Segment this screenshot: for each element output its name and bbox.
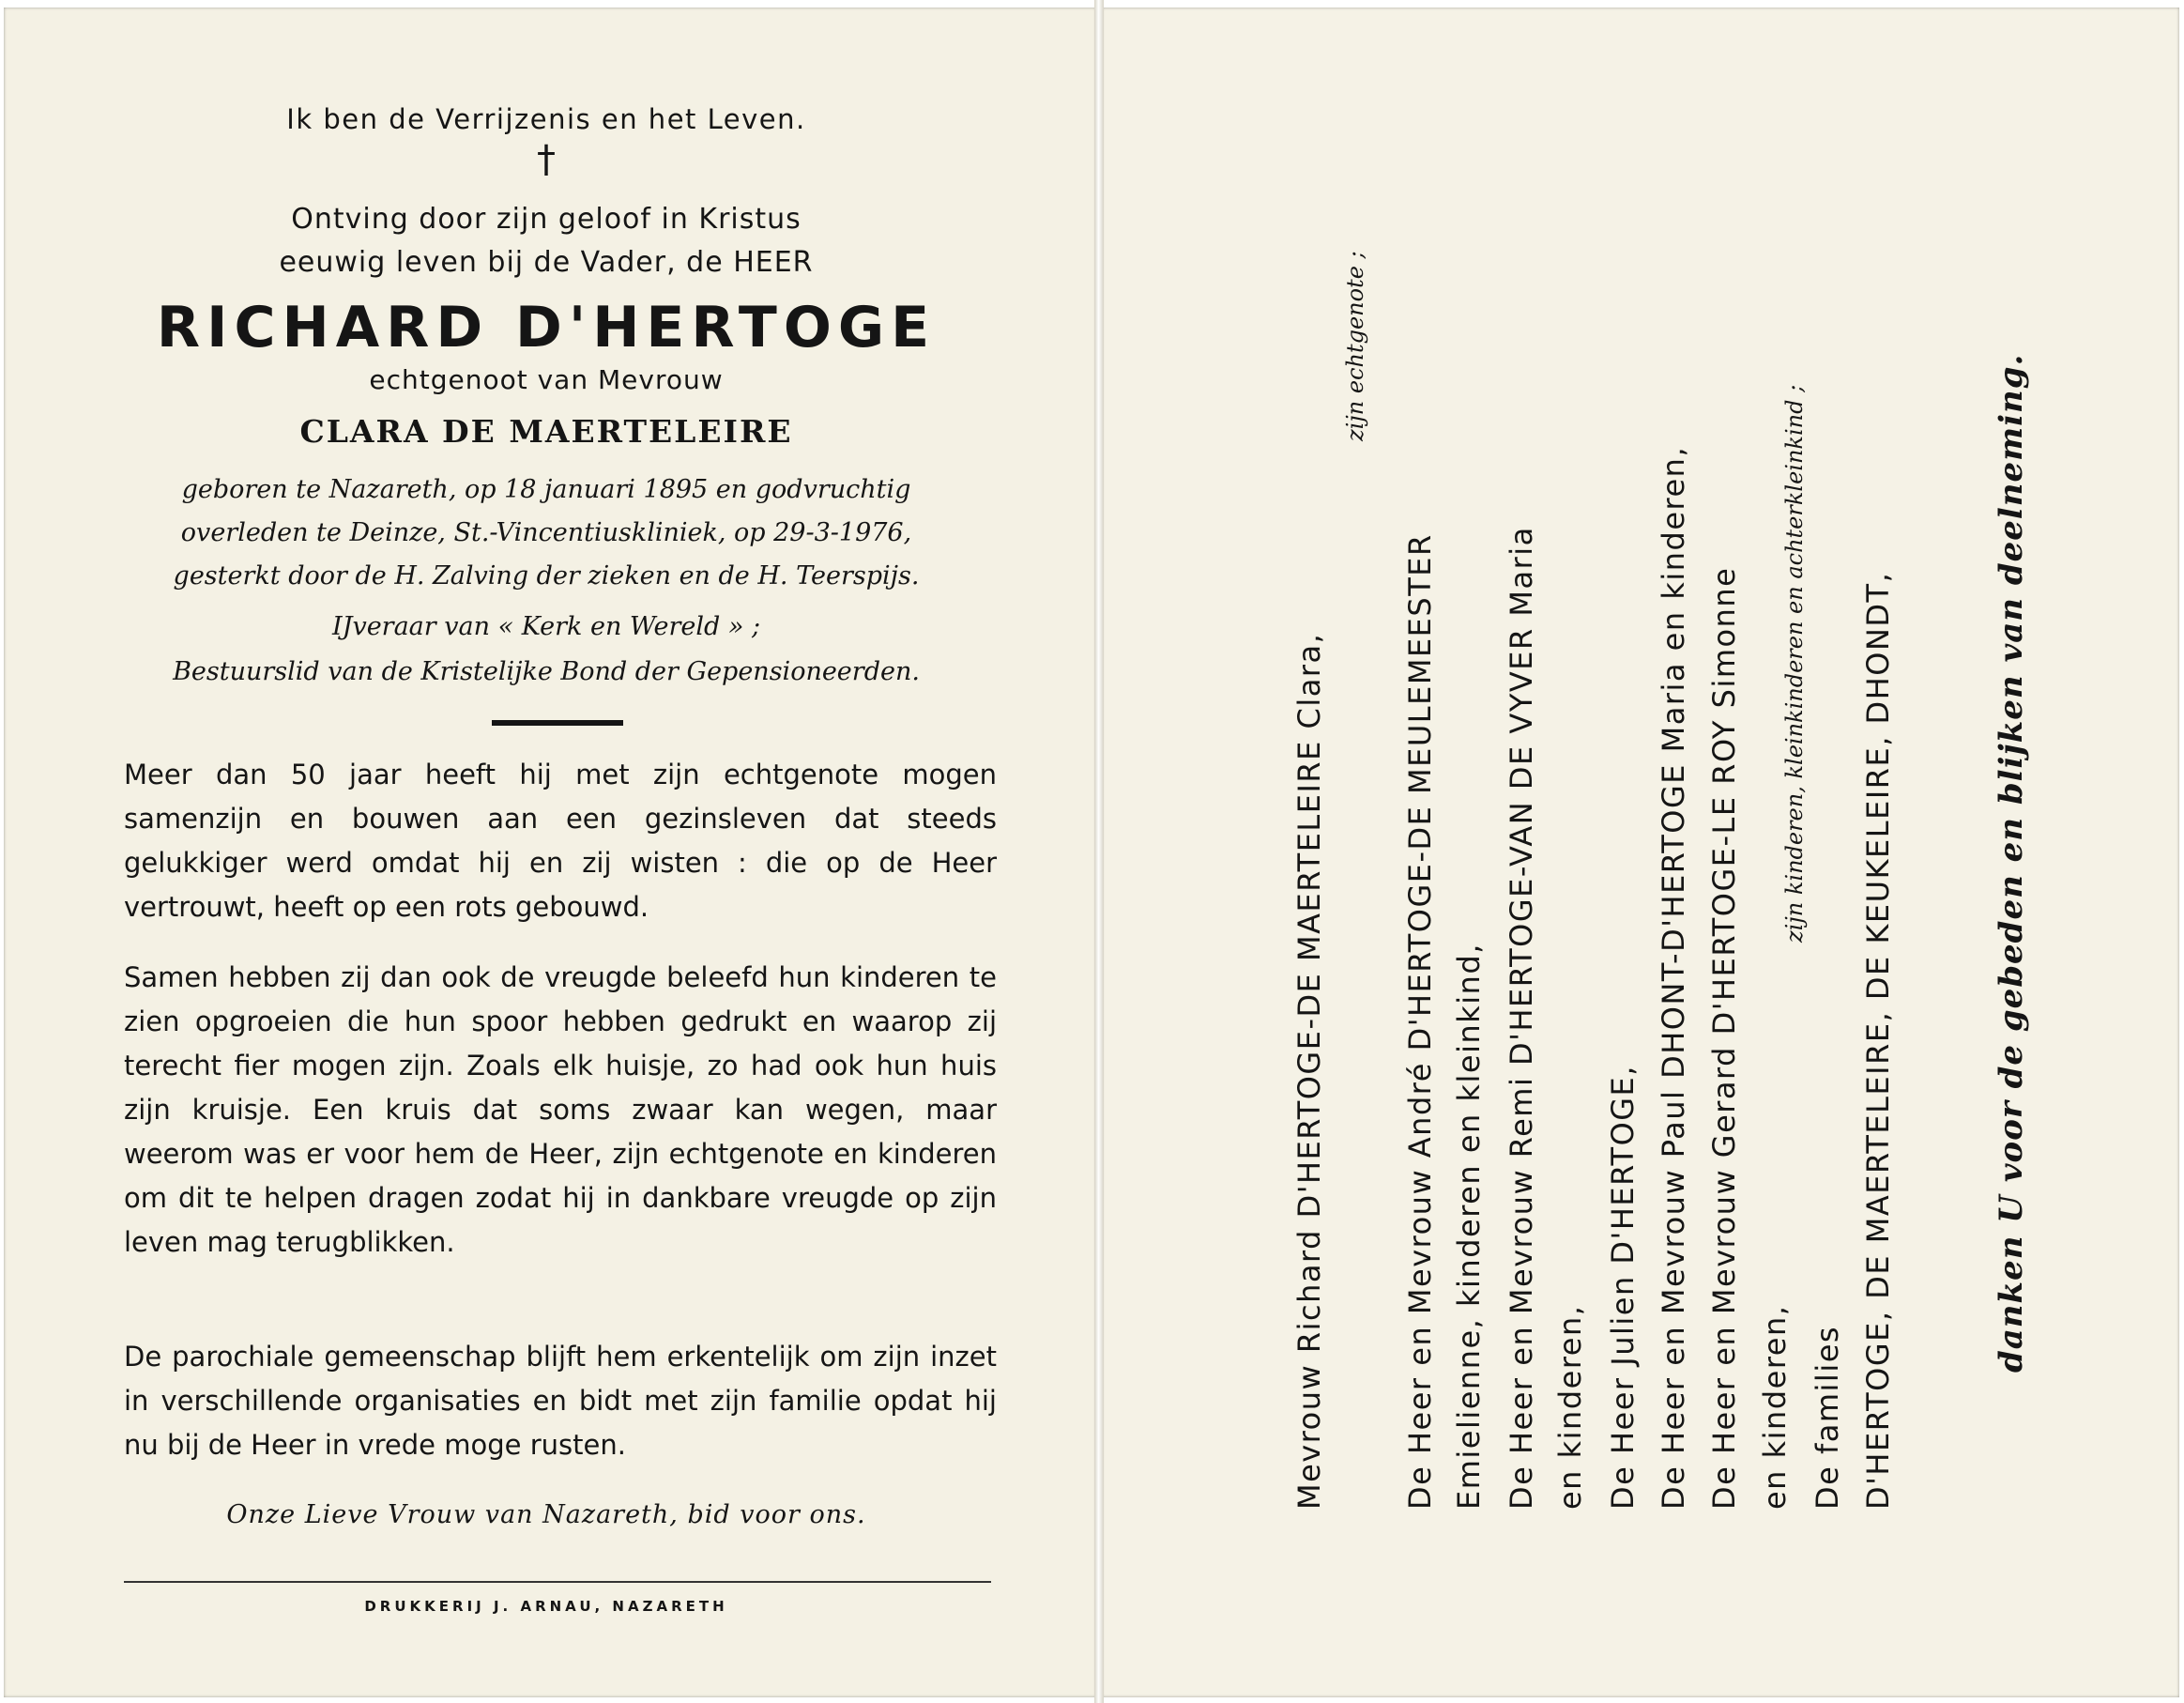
family-line-5: en kinderen, — [1552, 1304, 1588, 1510]
paragraph-2: Samen hebben zij dan ook de vreugde beleefd hun kinderen te zien opgroeien die hun spoor hebben gedrukt en waarop zij terecht fier mogen zijn. Zoals elk huisje, zo had ook hun huis zijn kruisje. Een kruis dat soms zwaar kan wegen, maar weerom was er voor hem de Heer, zijn echtgenote en kinderen om dit te helpen dragen zodat hij in dankbare vreugde op zijn leven mag terugblikken. — [124, 961, 997, 1258]
spouse-intro: echtgenoot van Mevrouw — [369, 364, 724, 395]
card-fold — [1094, 0, 1104, 1703]
thanks-line: danken U voor de gebeden en blijken van deelneming. — [1993, 353, 2030, 1373]
family-line-3: Emielienne, kinderen en kleinkind, — [1451, 943, 1487, 1510]
cross-icon: † — [537, 138, 556, 181]
paragraph-3: De parochiale gemeenschap blijft hem erkentelijk om zijn inzet in verschillende organisaties en bidt met zijn familie opdat hij nu bij de Heer in vrede moge rusten. — [124, 1341, 997, 1461]
family-line-6: De Heer Julien D'HERTOGE, — [1605, 1065, 1641, 1510]
family-line-4: De Heer en Mevrouw Remi D'HERTOGE-VAN DE VYVER Maria — [1504, 526, 1539, 1510]
family-line-9: en kinderen, — [1757, 1304, 1793, 1510]
closing-prayer: Onze Lieve Vrouw van Nazareth, bid voor ons. — [226, 1500, 866, 1529]
bible-verse: Ik ben de Verrijzenis en het Leven. — [286, 103, 806, 135]
spouse-name: CLARA DE MAERTELEIRE — [299, 413, 793, 450]
printer-credit: DRUKKERIJ J. ARNAU, NAZARETH — [364, 1598, 728, 1615]
divider-rule — [492, 720, 623, 726]
family-line-1: Mevrouw Richard D'HERTOGE-DE MAERTELEIRE Clara, — [1291, 632, 1327, 1510]
birth-line: geboren te Nazareth, op 18 januari 1895 en godvruchtig — [181, 475, 911, 504]
paragraph-1: Meer dan 50 jaar heeft hij met zijn echtgenote mogen samenzijn en bouwen aan een gezinsleven dat steeds gelukkiger werd omdat hij en zij wisten : die op de Heer vertrouwt, heeft op een rots gebouwd. — [124, 759, 997, 923]
role-line-2: Bestuurslid van de Kristelijke Bond der Gepensioneerden. — [173, 657, 920, 686]
role-line-1: IJveraar van « Kerk en Wereld » ; — [331, 612, 761, 641]
deceased-name: RICHARD D'HERTOGE — [156, 295, 937, 361]
intro-line-2: eeuwig leven bij de Vader, de HEER — [279, 246, 814, 279]
family-line-7: De Heer en Mevrouw Paul DHONT-D'HERTOGE Maria en kinderen, — [1656, 445, 1691, 1510]
family-line-8: De Heer en Mevrouw Gerard D'HERTOGE-LE ROY Simonne — [1706, 566, 1742, 1510]
footer-rule — [124, 1581, 991, 1583]
spouse-note: zijn echtgenote ; — [1342, 251, 1368, 441]
death-line: overleden te Deinze, St.-Vincentiuskliniek, op 29-3-1976, — [180, 518, 912, 547]
sacrament-line: gesterkt door de H. Zalving der zieken en de H. Teerspijs. — [173, 561, 920, 591]
family-line-2: De Heer en Mevrouw André D'HERTOGE-DE MEULEMEESTER — [1402, 533, 1438, 1510]
intro-line-1: Ontving door zijn geloof in Kristus — [291, 203, 802, 236]
family-line-11: D'HERTOGE, DE MAERTELEIRE, DE KEUKELEIRE, DHONDT, — [1860, 571, 1896, 1510]
descendants-note: zijn kinderen, kleinkinderen en achterkleinkind ; — [1781, 384, 1808, 943]
family-line-10: De families — [1810, 1325, 1845, 1510]
